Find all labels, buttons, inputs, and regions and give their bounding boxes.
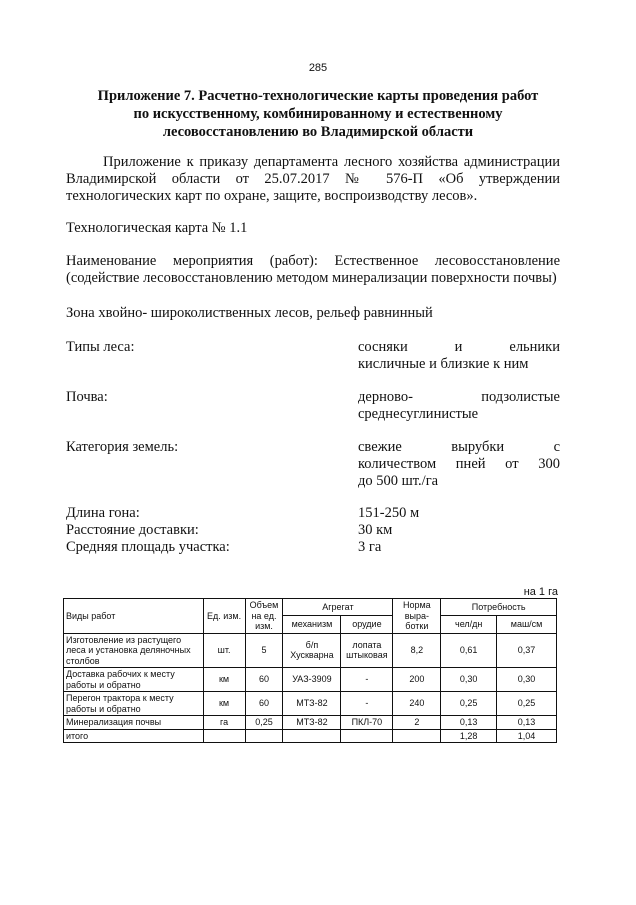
title-line-1: Приложение 7. Расчетно-технологические карты проведения работ	[97, 88, 539, 104]
cell-man-days: 0,30	[441, 668, 497, 692]
header-mechanism: механизм	[283, 616, 341, 633]
soil-label: Почва:	[66, 389, 108, 405]
soil-line-2: среднесуглинистые	[358, 406, 479, 422]
cell-machine-shifts: 0,37	[497, 633, 557, 668]
header-tool: орудие	[341, 616, 393, 633]
cell-work: Изготовление из растущего леса и установка деляночных столбов	[64, 633, 204, 668]
soil-value	[358, 389, 560, 423]
avg-area-label: Средняя площадь участка:	[66, 539, 230, 555]
cell-norm: 8,2	[393, 633, 441, 668]
land-category-value	[358, 439, 560, 490]
cell-norm	[393, 729, 441, 743]
cell-tool: -	[341, 668, 393, 692]
header-man-days: чел/дн	[441, 616, 497, 633]
cell-tool: -	[341, 692, 393, 716]
header-unit: Ед. изм.	[203, 599, 245, 634]
soil-line-1: дерново- подзолистые	[358, 389, 560, 405]
zone-description: Зона хвойно- широколиственных лесов, рельеф равнинный	[66, 305, 433, 321]
table-row	[64, 716, 557, 730]
cell-tool: лопата штыковая	[341, 633, 393, 668]
header-machine-shifts: маш/см	[497, 616, 557, 633]
cell-mechanism: б/п Хускварна	[283, 633, 341, 668]
header-need: Потребность	[441, 599, 557, 616]
cell-mechanism: МТЗ-82	[283, 692, 341, 716]
cell-unit: км	[203, 692, 245, 716]
table-row	[64, 633, 557, 668]
header-norm: Норма выра-ботки	[393, 599, 441, 634]
land-category-label: Категория земель:	[66, 439, 179, 455]
land-category-line-1: свежие вырубки с	[358, 439, 560, 455]
cell-norm: 2	[393, 716, 441, 730]
cell-unit: км	[203, 668, 245, 692]
forest-types-line-2: кисличные и близкие к ним	[358, 356, 529, 372]
title-line-3: лесовосстановлению во Владимирской области	[162, 124, 474, 140]
cell-machine-shifts: 0,13	[497, 716, 557, 730]
card-number: Технологическая карта № 1.1	[66, 220, 248, 236]
avg-area-value: 3 га	[358, 539, 382, 555]
cell-man-days: 0,13	[441, 716, 497, 730]
cell-work: Минерализация почвы	[64, 716, 204, 730]
cell-tool: ПКЛ-70	[341, 716, 393, 730]
page-number: 285	[308, 62, 328, 74]
table-row	[64, 668, 557, 692]
cell-volume	[245, 729, 283, 743]
cell-volume: 0,25	[245, 716, 283, 730]
cell-man-days: 1,28	[441, 729, 497, 743]
delivery-distance-label: Расстояние доставки:	[66, 522, 199, 538]
cell-mechanism: МТЗ-82	[283, 716, 341, 730]
table-unit-note: на 1 га	[523, 586, 558, 598]
land-category-line-2: количеством пней от 300	[358, 456, 560, 472]
cell-machine-shifts: 0,30	[497, 668, 557, 692]
cell-mechanism	[283, 729, 341, 743]
cell-unit: га	[203, 716, 245, 730]
cell-work: Перегон трактора к месту работы и обратно	[64, 692, 204, 716]
cell-volume: 5	[245, 633, 283, 668]
cell-volume: 60	[245, 692, 283, 716]
document-title	[70, 87, 566, 141]
header-volume: Объем на ед. изм.	[245, 599, 283, 634]
land-category-line-3: до 500 шт./га	[358, 473, 439, 489]
cell-mechanism: УАЗ-3909	[283, 668, 341, 692]
cell-volume: 60	[245, 668, 283, 692]
run-length-label: Длина гона:	[66, 505, 140, 521]
header-aggregate: Агрегат	[283, 599, 393, 616]
header-work-types: Виды работ	[64, 599, 204, 634]
cell-man-days: 0,25	[441, 692, 497, 716]
forest-types-label: Типы леса:	[66, 339, 135, 355]
cell-norm: 240	[393, 692, 441, 716]
cell-man-days: 0,61	[441, 633, 497, 668]
cell-work: Доставка рабочих к месту работы и обратно	[64, 668, 204, 692]
cell-machine-shifts: 1,04	[497, 729, 557, 743]
cell-machine-shifts: 0,25	[497, 692, 557, 716]
tech-card-table	[63, 598, 557, 743]
cell-unit: шт.	[203, 633, 245, 668]
forest-types-value	[358, 339, 560, 373]
run-length-value: 151-250 м	[358, 505, 420, 521]
title-line-2: по искусственному, комбинированному и естественному	[133, 106, 503, 122]
cell-unit	[203, 729, 245, 743]
intro-paragraph: Приложение к приказу департамента лесного хозяйства администрации Владимирской области от 25.07.2017 № 576-П «Об утверждении технологических карт по охране, защите, воспроизводству лесов».	[66, 154, 560, 204]
delivery-distance-value: 30 км	[358, 522, 393, 538]
table-row-total	[64, 729, 557, 743]
cell-tool	[341, 729, 393, 743]
table-row	[64, 692, 557, 716]
cell-norm: 200	[393, 668, 441, 692]
cell-work: итого	[64, 729, 204, 743]
activity-name: Наименование мероприятия (работ): Естественное лесовосстановление (содействие лесовосстановлению методом минерализации поверхности почвы)	[66, 253, 560, 286]
forest-types-line-1: сосняки и ельники	[358, 339, 560, 355]
